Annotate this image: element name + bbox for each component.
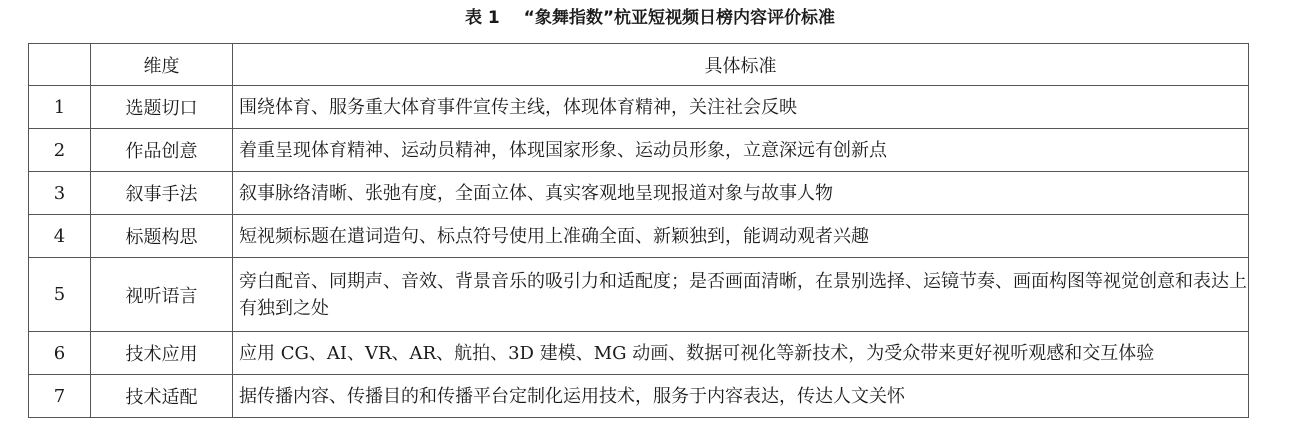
table-row — [29, 215, 1249, 258]
header-index — [29, 44, 91, 86]
row-criteria: 应用 CG、AI、VR、AR、航拍、3D 建模、MG 动画、数据可视化等新技术，为受众带来更好视听观感和交互体验 — [233, 332, 1249, 375]
caption-title: “象舞指数”杭亚短视频日榜内容评价标准 — [523, 8, 836, 28]
row-dimension: 技术适配 — [91, 375, 233, 418]
row-index: 5 — [29, 258, 91, 332]
row-index: 6 — [29, 332, 91, 375]
row-dimension: 作品创意 — [91, 129, 233, 172]
table-caption — [0, 6, 1300, 30]
row-dimension: 技术应用 — [91, 332, 233, 375]
row-dimension: 标题构思 — [91, 215, 233, 258]
table-row — [29, 332, 1249, 375]
row-criteria: 叙事脉络清晰、张弛有度，全面立体、真实客观地呈现报道对象与故事人物 — [233, 172, 1249, 215]
row-dimension: 视听语言 — [91, 258, 233, 332]
table-row — [29, 129, 1249, 172]
criteria-table — [28, 43, 1249, 418]
row-dimension: 叙事手法 — [91, 172, 233, 215]
table-header-row — [29, 44, 1249, 86]
row-criteria: 据传播内容、传播目的和传播平台定制化运用技术，服务于内容表达，传达人文关怀 — [233, 375, 1249, 418]
caption-label: 表 1 — [464, 8, 500, 28]
table-row — [29, 258, 1249, 332]
row-index: 4 — [29, 215, 91, 258]
header-dimension: 维度 — [91, 44, 233, 86]
table-row — [29, 375, 1249, 418]
row-criteria: 旁白配音、同期声、音效、背景音乐的吸引力和适配度；是否画面清晰，在景别选择、运镜节奏、画面构图等视觉创意和表达上有独到之处 — [233, 258, 1249, 332]
row-dimension: 选题切口 — [91, 86, 233, 129]
header-criteria: 具体标准 — [233, 44, 1249, 86]
row-criteria: 着重呈现体育精神、运动员精神，体现国家形象、运动员形象，立意深远有创新点 — [233, 129, 1249, 172]
row-index: 7 — [29, 375, 91, 418]
table-row — [29, 172, 1249, 215]
row-criteria: 短视频标题在遣词造句、标点符号使用上准确全面、新颖独到，能调动观者兴趣 — [233, 215, 1249, 258]
row-index: 1 — [29, 86, 91, 129]
table-row — [29, 86, 1249, 129]
row-index: 3 — [29, 172, 91, 215]
row-criteria: 围绕体育、服务重大体育事件宣传主线，体现体育精神，关注社会反映 — [233, 86, 1249, 129]
row-index: 2 — [29, 129, 91, 172]
